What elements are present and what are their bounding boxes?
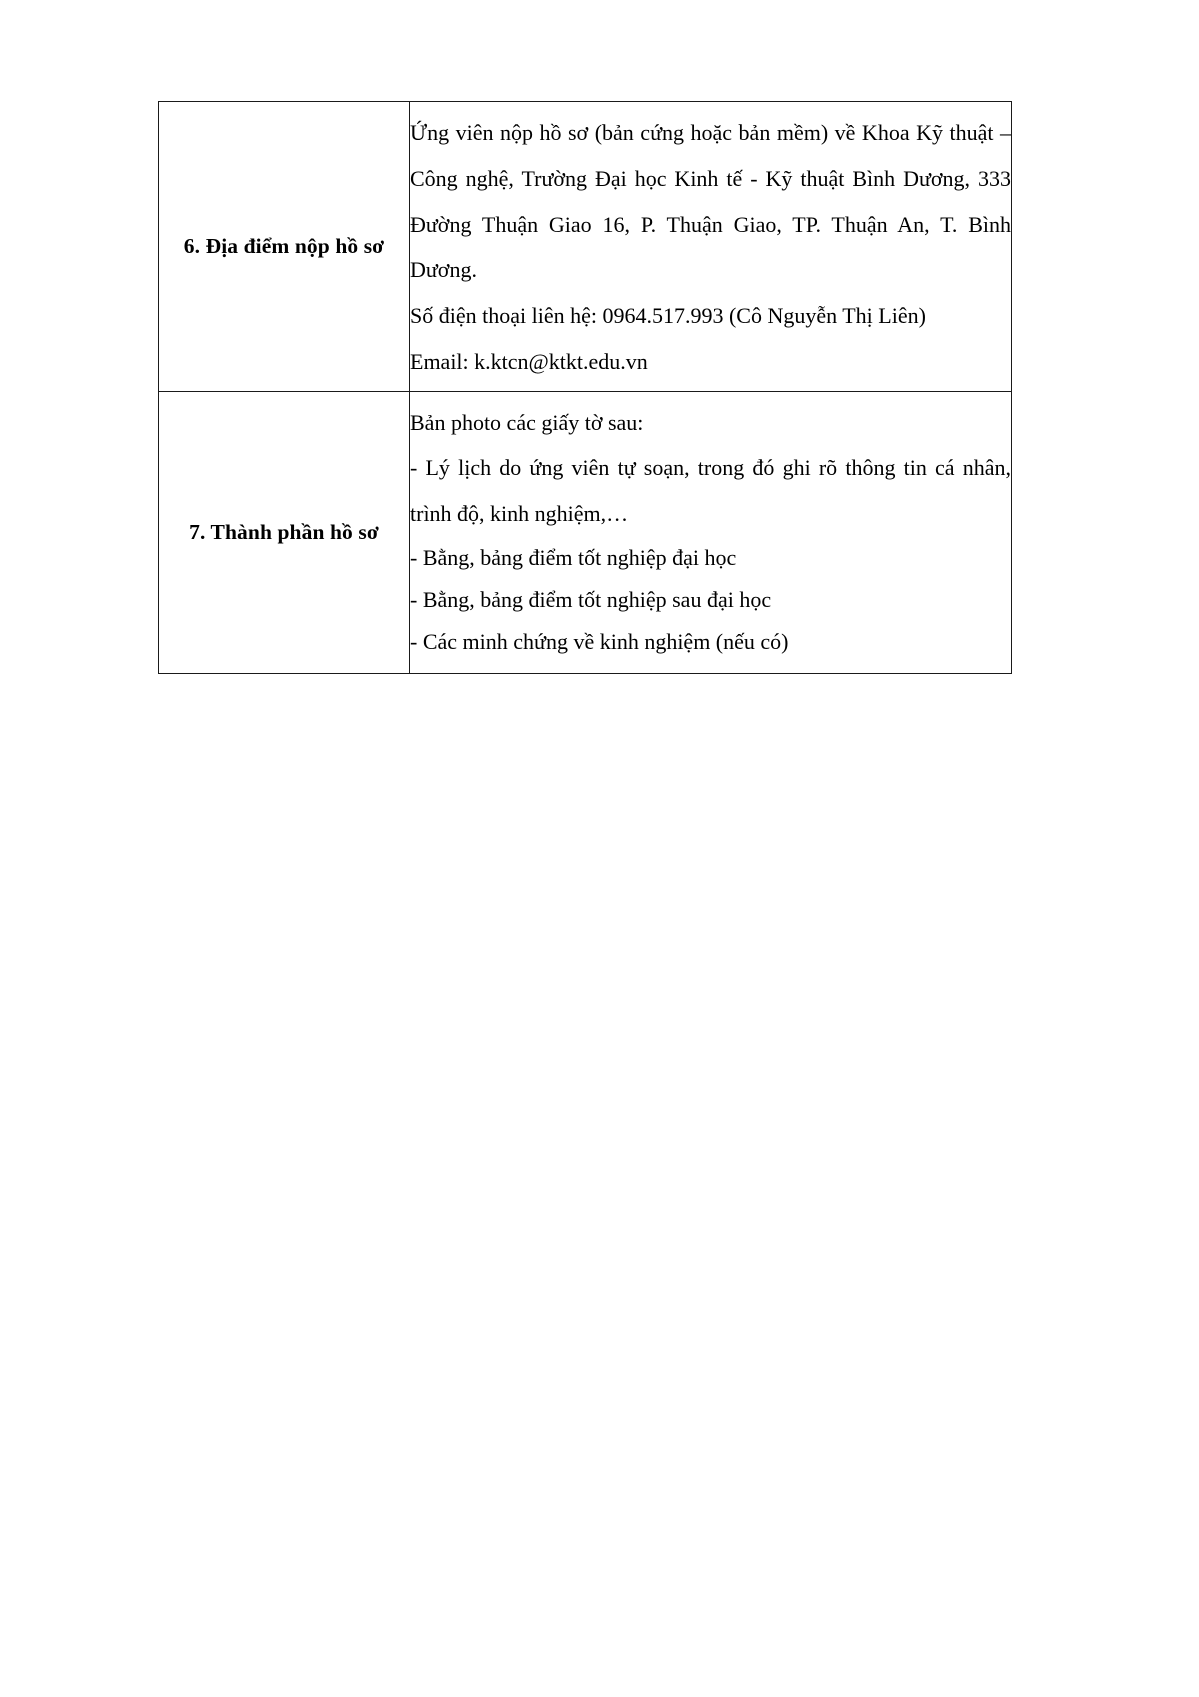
row-label-submission-location: 6. Địa điểm nộp hồ sơ	[159, 102, 410, 392]
row-label-application-components: 7. Thành phần hồ sơ	[159, 391, 410, 674]
components-intro-line: Bản photo các giấy tờ sau:	[410, 409, 644, 435]
table-row	[159, 391, 1012, 674]
row-content-submission-location	[410, 102, 1012, 392]
component-item-bachelor-degree: - Bằng, bảng điểm tốt nghiệp đại học	[410, 544, 737, 570]
component-item-postgraduate-degree: - Bằng, bảng điểm tốt nghiệp sau đại học	[410, 586, 772, 612]
contact-phone-line: Số điện thoại liên hệ: 0964.517.993 (Cô Nguyễn Thị Liên)	[410, 303, 926, 328]
table-row	[159, 102, 1012, 392]
component-item-resume: - Lý lịch do ứng viên tự soạn, trong đó ghi rõ thông tin cá nhân, trình độ, kinh nghiệm,…	[410, 455, 1011, 526]
component-item-experience-proof: - Các minh chứng về kinh nghiệm (nếu có)	[410, 629, 789, 655]
contact-email-line: Email: k.ktcn@ktkt.edu.vn	[410, 348, 648, 374]
row-content-application-components	[410, 391, 1012, 674]
application-info-table	[158, 101, 1012, 674]
submission-address-paragraph: Ứng viên nộp hồ sơ (bản cứng hoặc bản mềm) về Khoa Kỹ thuật – Công nghệ, Trường Đại học Kinh tế - Kỹ thuật Bình Dương, 333 Đường Thuận Giao 16, P. Thuận Giao, TP. Thuận An, T. Bình Dương.	[410, 120, 1011, 283]
